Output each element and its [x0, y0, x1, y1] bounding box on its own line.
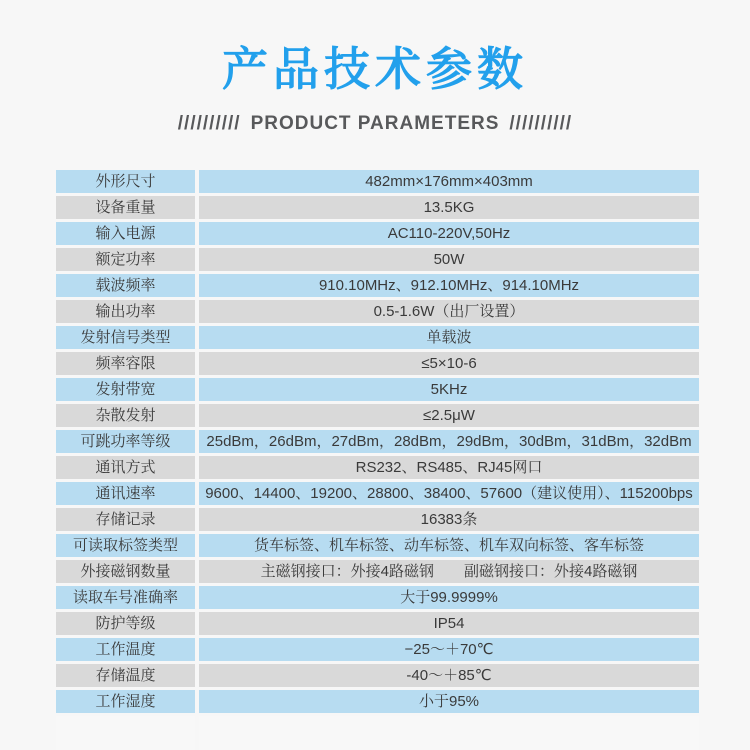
param-label: 杂散发射	[56, 404, 195, 427]
param-label: 载波频率	[56, 274, 195, 297]
param-label: 设备重量	[56, 196, 195, 219]
table-row	[56, 352, 699, 375]
param-value: RS232、RS485、RJ45网口	[199, 456, 699, 479]
table-row	[56, 664, 699, 687]
param-value: 0.5-1.6W（出厂设置）	[199, 300, 699, 323]
table-row	[56, 690, 699, 713]
param-value: 16383条	[199, 508, 699, 531]
param-value: 910.10MHz、912.10MHz、914.10MHz	[199, 274, 699, 297]
table-row	[56, 300, 699, 323]
param-label: 存储记录	[56, 508, 195, 531]
table-row-partial	[56, 716, 699, 750]
param-label: 工作温度	[56, 638, 195, 661]
param-label: 外形尺寸	[56, 170, 195, 193]
table-row	[56, 638, 699, 661]
table-row	[56, 248, 699, 271]
param-value: 单载波	[199, 326, 699, 349]
page-subtitle	[0, 113, 750, 135]
subtitle-slashes-right: //////////	[509, 112, 573, 134]
table-row	[56, 430, 699, 453]
param-value: ≤2.5μW	[199, 404, 699, 427]
param-label: 防护等级	[56, 612, 195, 635]
table-row	[56, 586, 699, 609]
table-row	[56, 326, 699, 349]
param-value: 482mm×176mm×403mm	[199, 170, 699, 193]
param-value: 小于95%	[199, 690, 699, 713]
param-label: 存储温度	[56, 664, 195, 687]
param-label: 发射信号类型	[56, 326, 195, 349]
table-row	[56, 456, 699, 479]
param-value: 货车标签、机车标签、动车标签、机车双向标签、客车标签	[199, 534, 699, 557]
table-row	[56, 482, 699, 505]
parameters-table	[56, 170, 699, 750]
param-value: 5KHz	[199, 378, 699, 401]
param-label: 读取车号准确率	[56, 586, 195, 609]
param-value: 大于99.9999%	[199, 586, 699, 609]
param-value: AC110-220V,50Hz	[199, 222, 699, 245]
param-value	[199, 716, 699, 750]
table-row	[56, 196, 699, 219]
param-value: IP54	[199, 612, 699, 635]
param-label: 输出功率	[56, 300, 195, 323]
param-label: 可读取标签类型	[56, 534, 195, 557]
param-label: 通讯速率	[56, 482, 195, 505]
page-header	[0, 44, 750, 135]
table-row	[56, 560, 699, 583]
table-row	[56, 378, 699, 401]
param-label: 频率容限	[56, 352, 195, 375]
param-value: −25～＋70℃	[199, 638, 699, 661]
table-row	[56, 170, 699, 193]
subtitle-slashes-left: //////////	[177, 112, 241, 134]
param-label: 输入电源	[56, 222, 195, 245]
param-value: ≤5×10-6	[199, 352, 699, 375]
param-value: 25dBm，26dBm，27dBm，28dBm，29dBm，30dBm，31dBm，32dBm	[199, 430, 699, 453]
param-label	[56, 716, 195, 750]
param-label: 可跳功率等级	[56, 430, 195, 453]
table-row	[56, 222, 699, 245]
param-value: 9600、14400、19200、28800、38400、57600（建议使用）、115200bps	[199, 482, 699, 505]
param-label: 发射带宽	[56, 378, 195, 401]
param-value: 主磁钢接口：外接4路磁钢 副磁钢接口：外接4路磁钢	[199, 560, 699, 583]
table-row	[56, 508, 699, 531]
subtitle-text: PRODUCT PARAMETERS	[250, 112, 500, 134]
param-value: 50W	[199, 248, 699, 271]
param-label: 通讯方式	[56, 456, 195, 479]
table-row	[56, 274, 699, 297]
param-value: -40～＋85℃	[199, 664, 699, 687]
param-label: 外接磁钢数量	[56, 560, 195, 583]
table-row	[56, 612, 699, 635]
param-label: 工作湿度	[56, 690, 195, 713]
param-value: 13.5KG	[199, 196, 699, 219]
table-row	[56, 534, 699, 557]
page-title: 产品技术参数	[222, 43, 528, 95]
param-label: 额定功率	[56, 248, 195, 271]
table-row	[56, 404, 699, 427]
